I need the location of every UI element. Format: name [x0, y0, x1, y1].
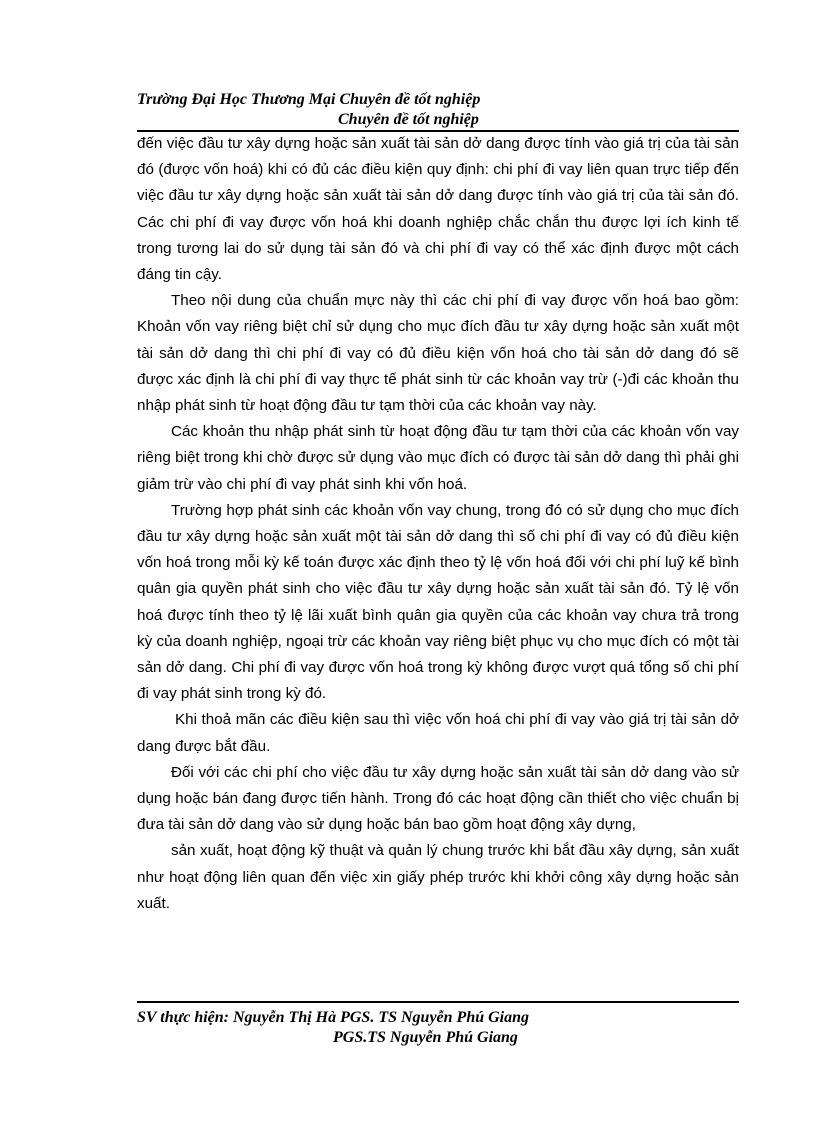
paragraph-1: đến việc đầu tư xây dựng hoặc sản xuất tài sản dở dang được tính vào giá trị của tài sản đó (được vốn hoá) khi có đủ các điều kiện quy định: chi phí đi vay liên quan trực tiếp đến việc đầu tư xây dựng hoặc sản xuất tài sản dở dang được tính vào giá trị của tài sản đó. Các chi phí đi vay được vốn hoá khi doanh nghiệp chắc chắn thu được lợi ích kinh tế trong tương lai do sử dụng tài sản đó và chi phí đi vay có thể xác định được một cách đáng tin cậy.: [137, 135, 739, 284]
paragraph-4: Trường hợp phát sinh các khoản vốn vay chung, trong đó có sử dụng cho mục đích đầu tư xây dựng hoặc sản xuất một tài sản dở dang thì số chi phí đi vay có đủ điều kiện vốn hoá trong mỗi kỳ kế toán được xác định theo tỷ lệ vốn hoá đối với chi phí luỹ kế bình quân gia quyền phát sinh cho việc đầu tư xây dựng hoặc sản xuất tài sản đó. Tỷ lệ vốn hoá được tính theo tỷ lệ lãi xuất bình quân gia quyền của các khoản vay chưa trả trong kỳ của doanh nghiệp, ngoại trừ các khoản vay riêng biệt phục vụ cho mục đích có một tài sản dở dang. Chi phí đi vay được vốn hoá trong kỳ không được vượt quá tổng số chi phí đi vay phát sinh trong kỳ đó.: [137, 501, 739, 703]
header-line-1: Trường Đại Học Thương Mại Chuyên đề tốt nghiệp: [137, 91, 481, 108]
paragraph-2: Theo nội dung của chuẩn mực này thì các chi phí đi vay được vốn hoá bao gồm: Khoản vốn vay riêng biệt chỉ sử dụng cho mục đích đầu tư xây dựng hoặc sản xuất một tài sản dở dang thì chi phí đi vay có đủ điều kiện vốn hoá cho tài sản dở dang đó sẽ được xác định là chi phí đi vay thực tế phát sinh từ các khoản vay trừ (-)đi các khoản thu nhập phát sinh từ hoạt động đầu tư tạm thời của các khoản vay này.: [137, 292, 739, 415]
footer-divider: [137, 1001, 739, 1003]
document-body: [137, 131, 739, 917]
paragraph-5: Khi thoả mãn các điều kiện sau thì việc vốn hoá chi phí đi vay vào giá trị tài sản dở dang được bắt đầu.: [137, 711, 739, 755]
paragraph-6: Đối với các chi phí cho việc đầu tư xây dựng hoặc sản xuất tài sản dở dang vào sử dụng hoặc bán đang được tiến hành. Trong đó các hoạt động cần thiết cho việc chuẩn bị đưa tài sản dở dang vào sử dụng hoặc bán bao gồm hoạt động xây dựng,: [137, 763, 739, 834]
paragraph-7: sản xuất, hoạt động kỹ thuật và quản lý chung trước khi bắt đầu xây dựng, sản xuất như hoạt động liên quan đến việc xin giấy phép trước khi khởi công xây dựng hoặc sản xuất.: [137, 842, 739, 912]
page-footer: [137, 1008, 739, 1048]
footer-line-1: SV thực hiện: Nguyễn Thị Hà PGS. TS Nguyễn Phú Giang: [137, 1009, 530, 1026]
footer-line-2: PGS.TS Nguyễn Phú Giang: [333, 1029, 518, 1046]
page-header: [137, 90, 739, 130]
paragraph-3: Các khoản thu nhập phát sinh từ hoạt động đầu tư tạm thời của các khoản vốn vay riêng biệt trong khi chờ được sử dụng vào mục đích có được tài sản dở dang thì phải ghi giảm trừ vào chi phí đi vay phát sinh khi vốn hoá.: [137, 423, 739, 493]
header-line-2: Chuyên đề tốt nghiệp: [338, 111, 479, 128]
